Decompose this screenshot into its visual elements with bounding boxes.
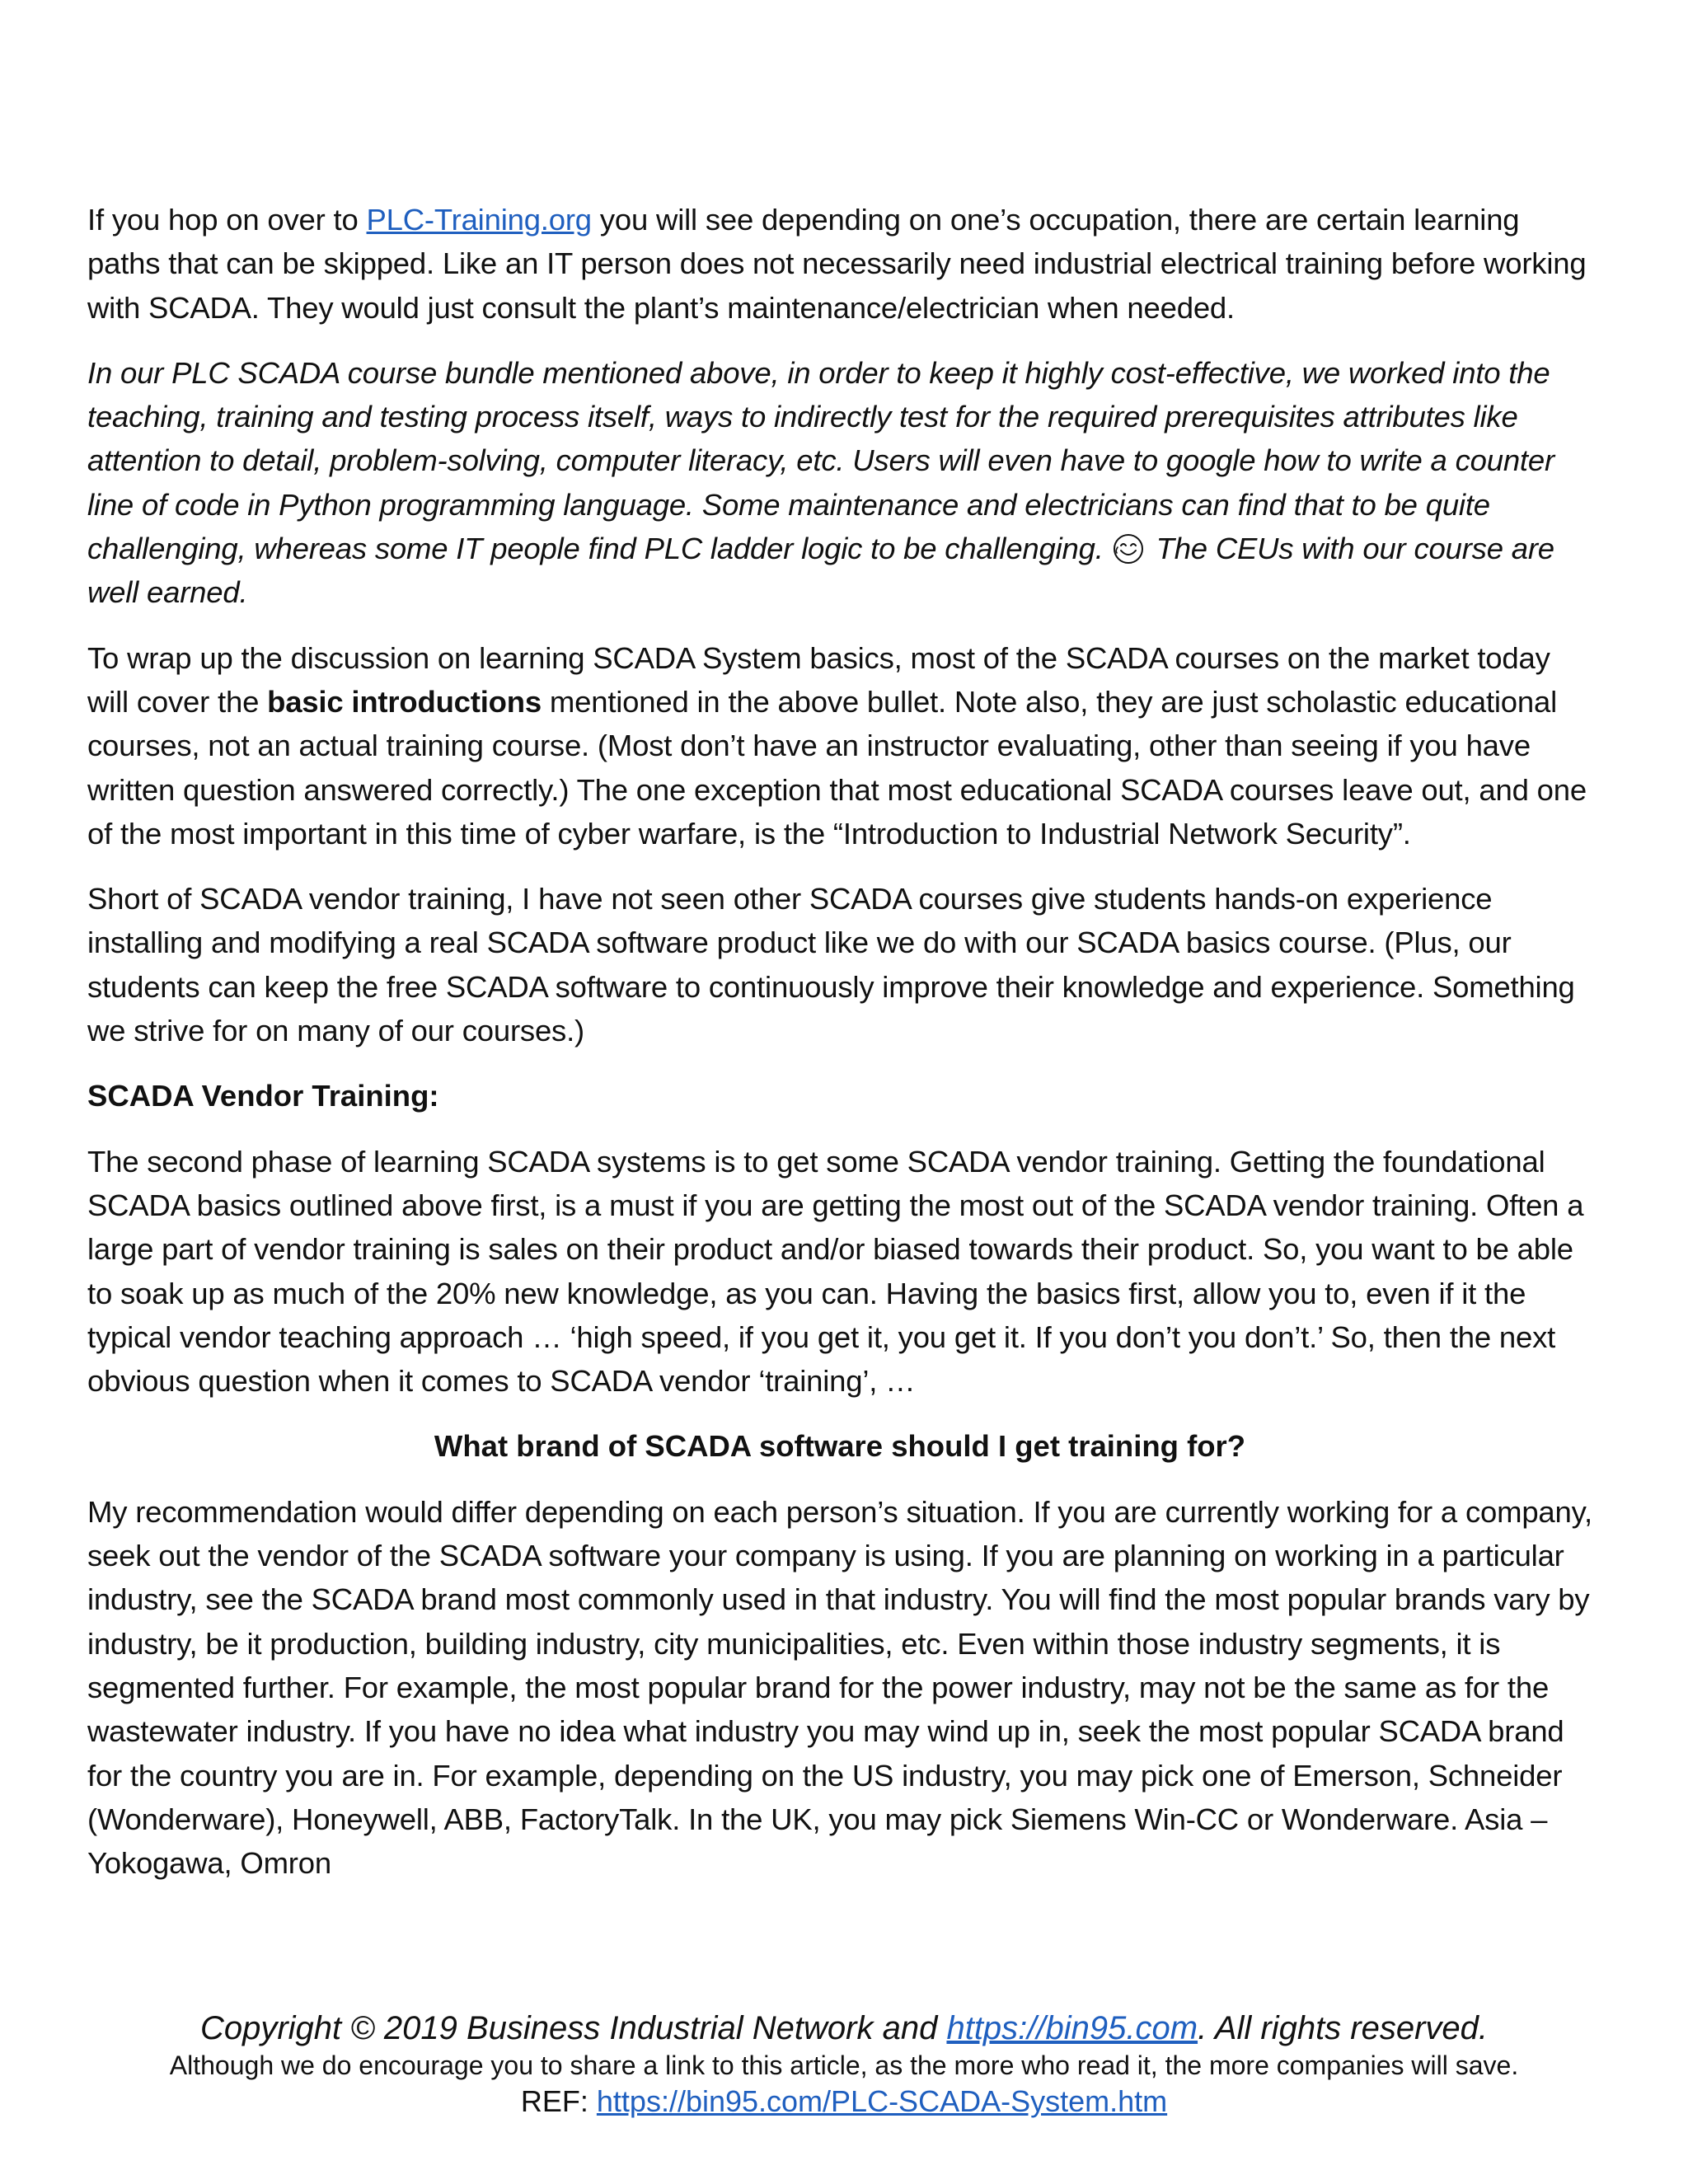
paragraph-text: mentioned in the above bullet. Note also, they are just scholastic educational courses, not an actual training course. (Most don’t have an instructor evaluating, other than seeing if you have written question answered correctly.) The one exception that most educational SCADA courses leave out, and one of the most important in this time of cyber warfare, is the “Introduction to Industrial Network Security”. bbox=[87, 684, 1587, 851]
smiling-face-icon bbox=[1112, 532, 1145, 565]
share-note: Although we do encourage you to share a link to this article, as the more who read it, the more companies will save. bbox=[169, 2050, 1519, 2080]
bold-phrase: basic introductions bbox=[267, 684, 542, 719]
section-heading-vendor-training: SCADA Vendor Training: bbox=[87, 1079, 439, 1113]
paragraph-text: The CEUs with our course are well earned. bbox=[87, 532, 1554, 610]
reference-line bbox=[0, 2082, 1688, 2121]
paragraph-text: To wrap up the discussion on learning SCADA System basics, most of the SCADA courses on the market today will cover the bbox=[87, 640, 1550, 719]
paragraph-learning-paths bbox=[87, 198, 1592, 330]
paragraph-text: In our PLC SCADA course bundle mentioned above, in order to keep it highly cost-effective, we worked into the teaching, training and testing process itself, ways to indirectly test for the required prerequisites attributes like attention to detail, problem-solving, computer literacy, etc. Users will even have to google how to write a counter line of code in Python programming language. Some maintenance and electricians can find that to be quite challenging, whereas some IT people find PLC ladder logic to be challenging. bbox=[87, 355, 1554, 566]
bin95-link[interactable]: https://bin95.com bbox=[946, 2010, 1198, 2046]
paragraph-vendor-comparison: Short of SCADA vendor training, I have not seen other SCADA courses give students hands-on experience installing and modifying a real SCADA software product like we do with our SCADA basics course. (Plus, our students can keep the free SCADA software to continuously improve their knowledge and experience. Something we strive for on many of our courses.) bbox=[87, 882, 1575, 1048]
article-body bbox=[87, 198, 1592, 1906]
paragraph-course-bundle bbox=[87, 351, 1592, 615]
copyright-line bbox=[0, 2008, 1688, 2049]
copyright-text: Copyright © 2019 Business Industrial Network and bbox=[199, 2010, 947, 2046]
page-footer bbox=[0, 2008, 1688, 2121]
reference-label: REF: bbox=[520, 2084, 597, 2118]
copyright-suffix: . All rights reserved. bbox=[1198, 2010, 1489, 2046]
plc-training-link[interactable]: PLC-Training.org bbox=[366, 203, 592, 237]
paragraph-wrap-up bbox=[87, 636, 1592, 855]
reference-link[interactable]: https://bin95.com/PLC-SCADA-System.htm bbox=[596, 2084, 1168, 2118]
paragraph-recommendation: My recommendation would differ depending on each person’s situation. If you are currently working for a company, seek out the vendor of the SCADA software your company is using. If you are planning on working in a particular industry, see the SCADA brand most commonly used in that industry. You will find the most popular brands vary by industry, be it production, building industry, city municipalities, etc. Even within those industry segments, it is segmented further. For example, the most popular brand for the power industry, may not be the same as for the wastewater industry. If you have no idea what industry you may wind up in, seek the most popular SCADA brand for the country you are in. For example, depending on the US industry, you may pick one of Emerson, Schneider (Wonderware), Honeywell, ABB, FactoryTalk. In the UK, you may pick Siemens Win-CC or Wonderware. Asia – Yokogawa, Omron bbox=[87, 1494, 1592, 1881]
section-heading-brand-question: What brand of SCADA software should I get training for? bbox=[434, 1429, 1246, 1464]
paragraph-text: you will see depending on one’s occupation, there are certain learning paths that can be skipped. Like an IT person does not necessarily need industrial electrical training before working with SCADA. They would just consult the plant’s maintenance/electrician when needed. bbox=[87, 203, 1587, 325]
paragraph-second-phase: The second phase of learning SCADA systems is to get some SCADA vendor training. Getting the foundational SCADA basics outlined above first, is a must if you are getting the most out of the SCADA vendor training. Often a large part of vendor training is sales on their product and/or biased towards their product. So, you want to be able to soak up as much of the 20% new knowledge, as you can. Having the basics first, allow you to, even if it the typical vendor teaching approach … ‘high speed, if you get it, you get it. If you don’t you don’t.’ So, then the next obvious question when it comes to SCADA vendor ‘training’, … bbox=[87, 1144, 1584, 1399]
paragraph-text: If you hop on over to bbox=[87, 203, 367, 237]
